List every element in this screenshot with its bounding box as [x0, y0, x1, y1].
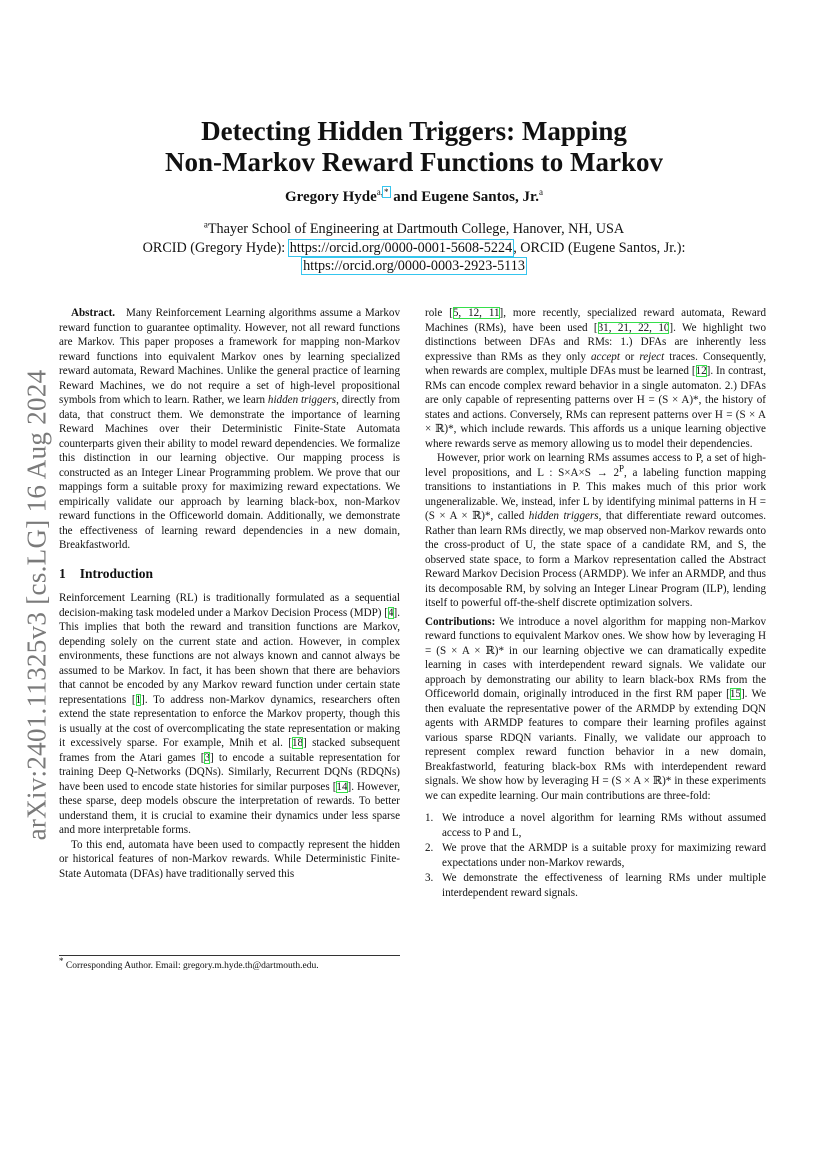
- text: role [: [425, 307, 453, 319]
- text: , that differentiate reward outcomes. Rather than learn RMs directly, we map observed non-Markov rewards onto the cross-product of U, the state space of a candidate RM, and S, the observed state space, to form a Markov representation called the Abstract Reward Markov Decision Process (ARMDP). We infer an ARMDP, and thus its decomposable RM, by solving an Integer Linear Program (ILP), lending itself to powerful off-the-shelf discrete optimization solvers.: [425, 510, 766, 609]
- corresponding-author-link[interactable]: *: [384, 187, 389, 197]
- citation-link[interactable]: 31, 21, 22, 10: [597, 321, 670, 334]
- paragraph: [59, 591, 400, 838]
- text: ]. However, these sparse, deep models obscure the interpretation of rewards. To better understand them, it is crucial to examine their dynamics under less sparse and more interpretable forms.: [59, 780, 400, 836]
- paragraph: [425, 306, 766, 451]
- list-item: [425, 811, 766, 840]
- citation-link[interactable]: 3: [204, 751, 210, 764]
- arxiv-identifier: arXiv:2401.11325v3 [cs.LG] 16 Aug 2024: [21, 369, 52, 841]
- section-heading: [59, 567, 400, 582]
- text: , a labeling function mapping transitions to instantiations in P. This makes much of this prior work ungeneralizable. We, instead, infer L by identifying minimal patterns in H = (S × A × ℝ)*, called: [425, 466, 766, 522]
- footnote-text: Corresponding Author. Email: gregory.m.hyde.th@dartmouth.edu.: [63, 961, 319, 972]
- text: We introduce a novel algorithm for mapping non-Markov reward functions to equivalent Markov ones. We show how by leveraging H = (S × A × ℝ)* in our learning objective we can dramatically expedite learning in cases with interdependent reward signals. We validate our approach by demonstrating our ability to learn black-box RMs from the Officeworld domain, originally introduced in the first RM paper [: [425, 615, 766, 700]
- superscript: P: [619, 462, 625, 473]
- list-number: 3.: [425, 872, 434, 884]
- text: traces. Consequently, when rewards are complex, multiple DFAs must be learned [: [425, 350, 767, 377]
- text: ] stacked subsequent frames from the Atari games [: [59, 737, 401, 764]
- citation-link[interactable]: 18: [291, 737, 304, 749]
- left-column: [59, 306, 400, 881]
- citation-link[interactable]: 15: [729, 688, 741, 700]
- list-text: We prove that the ARMDP is a suitable proxy for maximizing reward expectations under non-Markov rewards,: [442, 842, 766, 869]
- section-title: Introduction: [79, 565, 154, 581]
- paper-title: [0, 116, 828, 178]
- orcid-link[interactable]: https://orcid.org/0000-0001-5608-5224: [289, 239, 513, 256]
- abstract-text: , directly from data, that construct them. We demonstrate the importance of learning Reward Machines over their Deterministic Finite-State Automata counterparts given their ability to model reward dependencies. We formalize this distinction in our learning objective. Our mapping process is constructed as an Integer Linear Programming problem. We prove that our mappings form a suitable proxy for maximizing reward expectations. We empirically validate our approach by learning black-box, non-Markov reward functions in the Officeworld domain. Additionally, we demonstrate the effectiveness of learning reward dependencies in a new domain, Breakfastworld.: [59, 394, 400, 551]
- title-line-1: Detecting Hidden Triggers: Mapping: [201, 116, 627, 146]
- citation-link[interactable]: 14: [336, 780, 348, 793]
- contributions-paragraph: [425, 615, 766, 804]
- author-name: Eugene Santos, Jr.: [421, 189, 540, 205]
- citation-link[interactable]: 4: [387, 606, 394, 619]
- title-line-2: Non-Markov Reward Functions to Markov: [165, 147, 663, 177]
- list-text: We demonstrate the effectiveness of learning RMs under multiple interdependent reward signals.: [442, 872, 766, 899]
- citation-link[interactable]: 1: [135, 693, 142, 706]
- list-text: We introduce a novel algorithm for learning RMs without assumed access to P and L,: [442, 812, 766, 839]
- orcid-link[interactable]: https://orcid.org/0000-0003-2923-5113: [303, 258, 525, 274]
- author-list: [0, 189, 828, 206]
- author-name: Gregory Hyde: [284, 189, 377, 205]
- emphasis: hidden triggers: [528, 510, 599, 522]
- abstract: [59, 306, 400, 553]
- text: However, prior work on learning RMs assumes access to P, a set of high-level propositions, and L : S×A×S → 2: [425, 452, 766, 479]
- affiliation-block: [0, 220, 828, 276]
- contributions-label: Contributions:: [425, 615, 496, 628]
- text: ] to encode a suitable representation for training Deep Q-Networks (DQNs). Similarly, Recurrent DQNs (RDQNs) have been used to encode state histories for similar purposes [: [59, 751, 401, 793]
- footnote-rule: [59, 955, 400, 956]
- author-separator: and: [389, 189, 422, 205]
- footnote: [59, 955, 400, 971]
- text: ]. In contrast, RMs can encode complex reward behavior in a single automaton. 2.) DFAs are only capable of representing patterns over H = (S × A)*, the history of states and actions. Conversely, RMs can represent patterns over H = (S × A × ℝ)*, which include rewards. This affords us a unique learning objective where rewards serve as memory allowing us to model their dependencies.: [425, 365, 766, 450]
- text: Reinforcement Learning (RL) is traditionally formulated as a sequential decision-making task modeled under a Markov Decision Process (MDP) [: [59, 592, 400, 619]
- affiliation-mark: a: [539, 187, 544, 197]
- emphasis: accept: [590, 350, 620, 363]
- contributions-list: [425, 811, 766, 900]
- citation-link[interactable]: 5, 12, 11: [452, 307, 500, 319]
- emphasis: hidden triggers: [267, 394, 337, 406]
- paragraph: [425, 451, 766, 611]
- text: ]. To address non-Markov dynamics, researchers often extend the state representation to enforce the Markov property, though this is usually at the cost of overcomplicating the state representation or making it excessively sparse. For example, Mnih et al. [: [59, 693, 400, 749]
- text: or: [619, 350, 640, 363]
- affiliation-mark: a,: [376, 187, 384, 197]
- text: ]. This implies that both the reward and transition functions are Markov, depending solely on the current state and action. However, in complex environments, these functions are not always known and cannot always be assumed to be Markov. In fact, it has been shown that there are behaviors that cannot be encoded by any Markov reward function under certain state representations [: [59, 606, 400, 706]
- list-item: [425, 871, 766, 900]
- affiliation-mark: a: [203, 219, 208, 230]
- citation-link[interactable]: 12: [695, 365, 707, 377]
- list-number: 1.: [425, 812, 434, 824]
- orcid-label: , ORCID (Eugene Santos, Jr.):: [513, 239, 686, 256]
- text: ]. We highlight two distinctions between DFAs and RMs: 1.) DFAs are inherently less expressive than RMs as they only: [425, 321, 766, 363]
- emphasis: reject: [639, 350, 665, 363]
- text: ], more recently, specialized reward automata, Reward Machines (RMs), have been used [: [425, 307, 767, 334]
- list-number: 2.: [425, 842, 434, 854]
- section-number: 1: [59, 565, 66, 581]
- affiliation: Thayer School of Engineering at Dartmouth College, Hanover, NH, USA: [207, 221, 625, 237]
- right-column: [425, 306, 766, 901]
- footnote-mark: *: [59, 956, 64, 966]
- text: ]. We then evaluate the representative power of the ARMDP by extending DQN agents with ARMDP features to compare their learning profiles against various sparse RDQN variants. Finally, we validate our approach to represent complex reward function behavior in a new domain, Breakfastworld, featuring black-box RMs with interdependent reward signals. We show how by leveraging H = (S × A × ℝ)* in these experiments we can expedite learning. Our main contributions are three-fold:: [425, 688, 766, 802]
- abstract-label: Abstract.: [71, 307, 116, 319]
- list-item: [425, 841, 766, 870]
- paragraph: To this end, automata have been used to compactly represent the hidden or historical features of non-Markov rewards. While Deterministic Finite-State Automata (DFAs) have traditionally served this: [59, 838, 400, 880]
- abstract-text: Many Reinforcement Learning algorithms assume a Markov reward function to guarantee optimality. However, not all reward functions are Markov. This paper proposes a framework for mapping non-Markov reward functions into equivalent Markov ones by learning specialized reward automata, Reward Machines. Unlike the general practice of learning Reward Machines, we do not require a set of high-level propositional symbols from which to learn. Rather, we learn: [59, 307, 400, 406]
- orcid-label: ORCID (Gregory Hyde):: [142, 239, 289, 256]
